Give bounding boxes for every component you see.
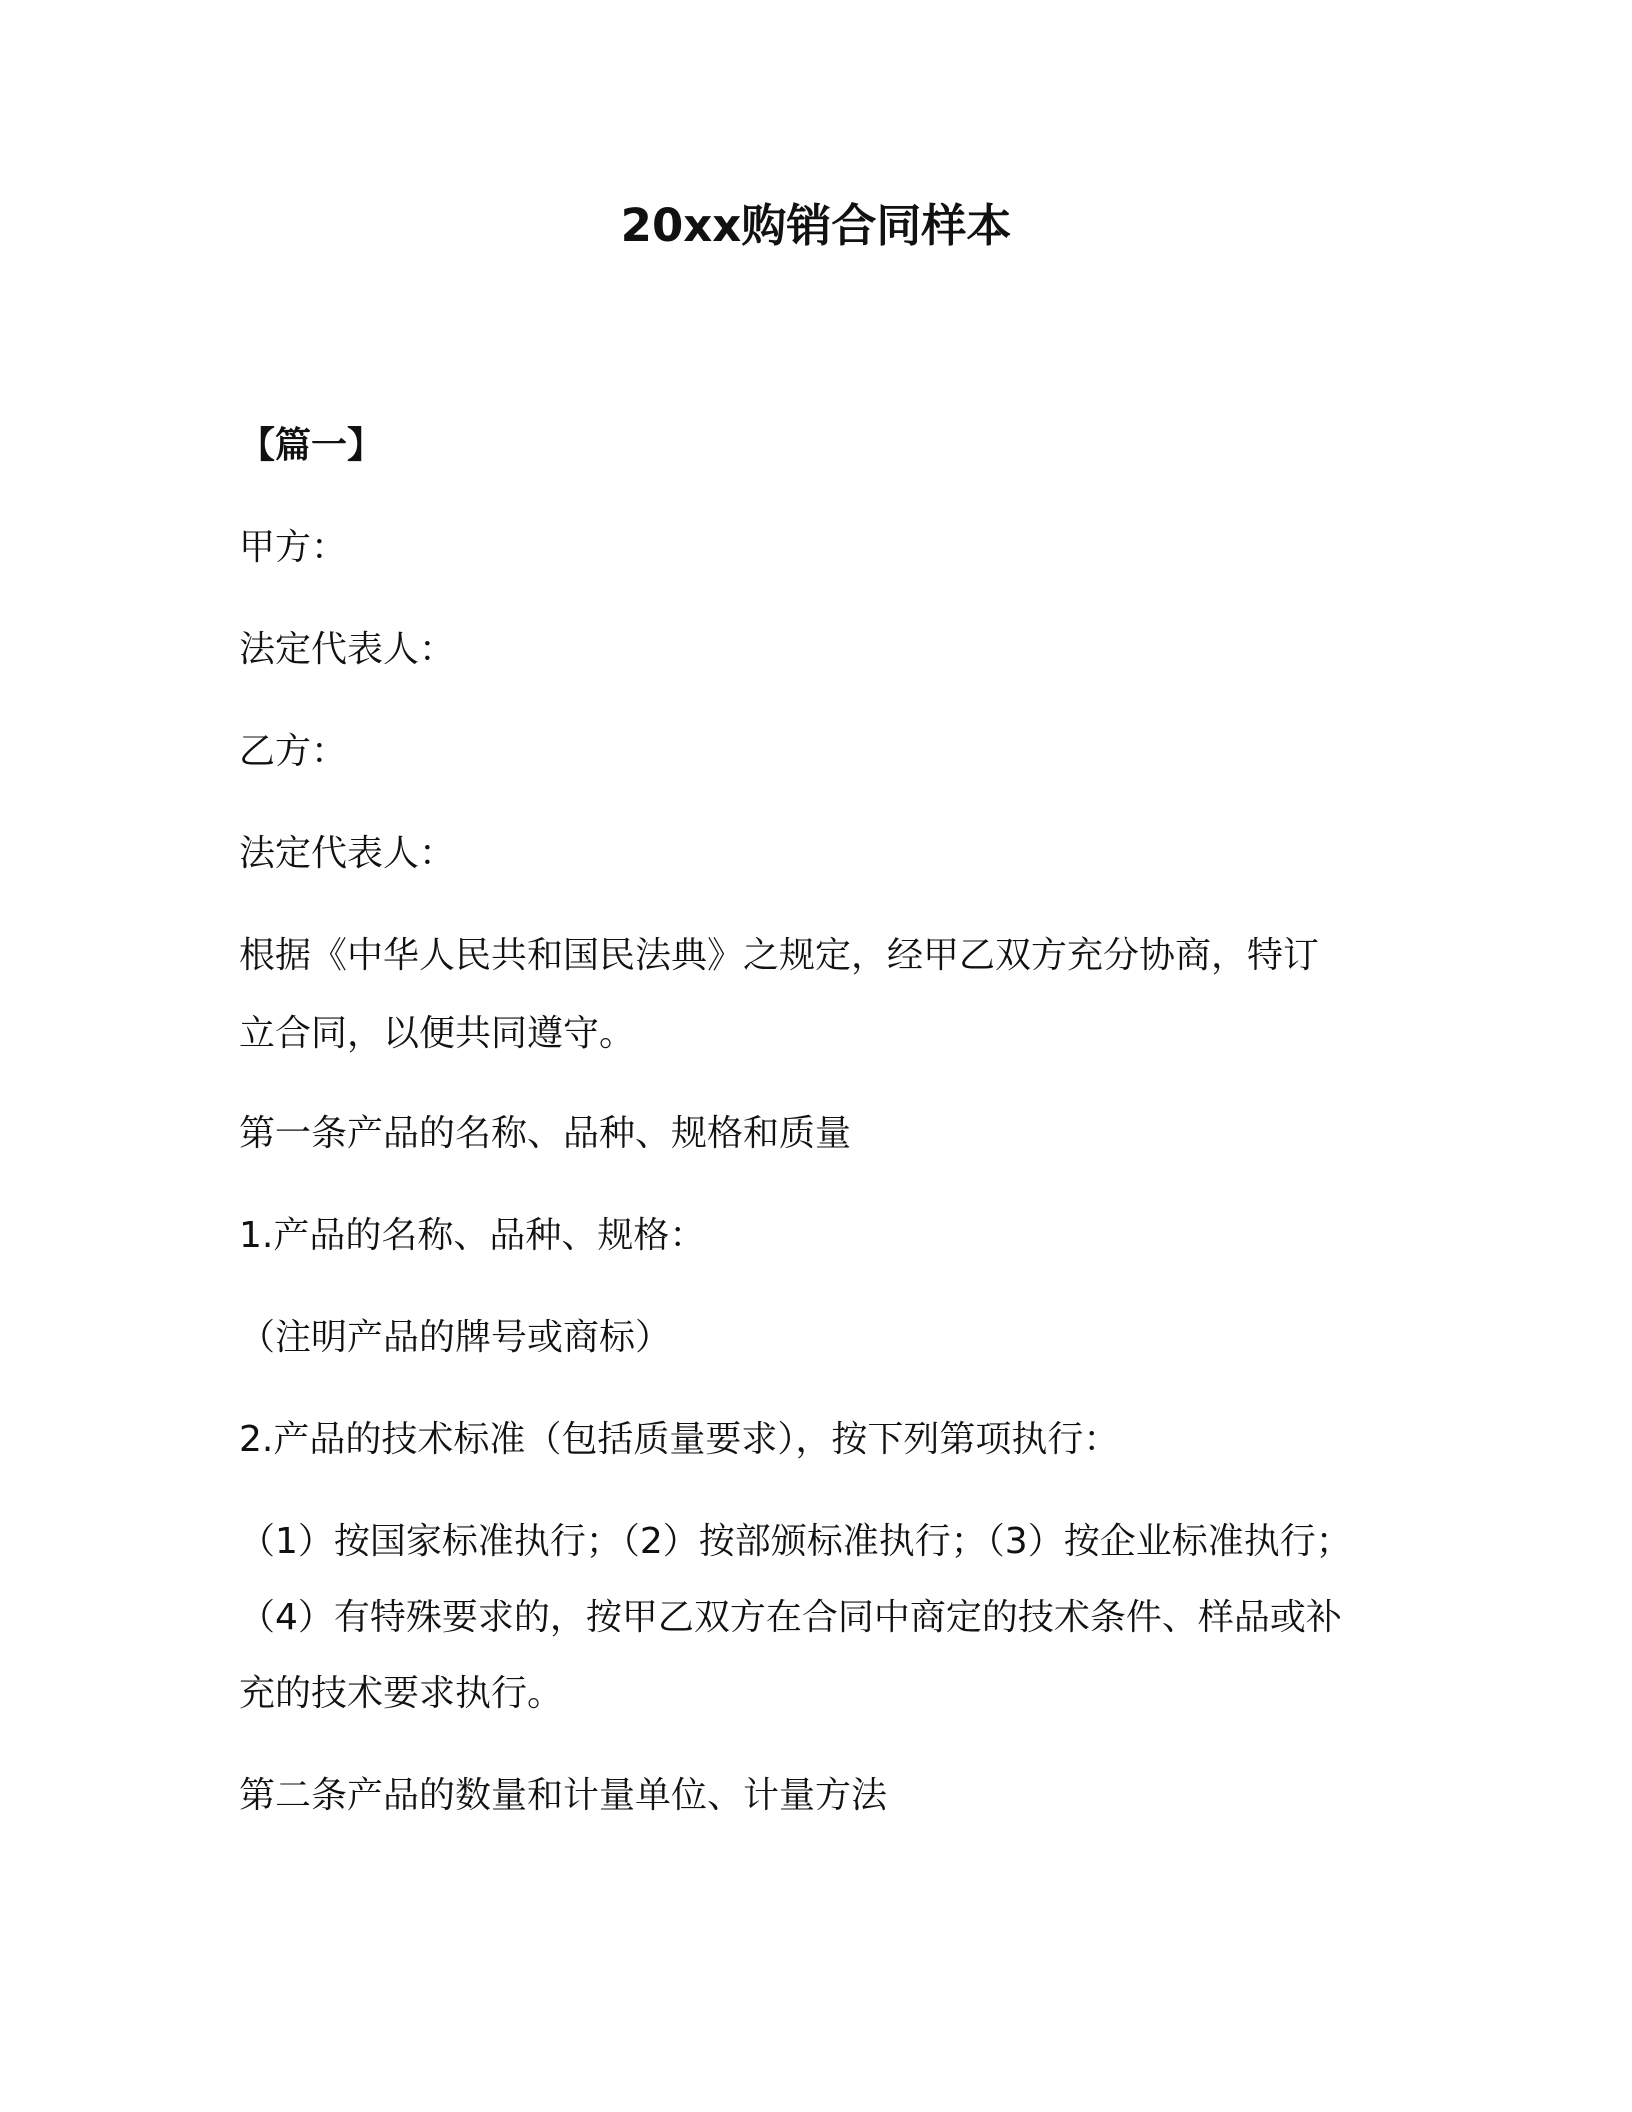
article-1-heading: 第一条产品的名称、品种、规格和质量: [239, 1113, 852, 1154]
party-b-label: 乙方：: [239, 731, 348, 772]
article-2-heading: 第二条产品的数量和计量单位、计量方法: [239, 1775, 888, 1816]
preamble-line-2: 立合同，以便共同遵守。: [239, 1013, 636, 1054]
article-1-standards-line-3: 充的技术要求执行。: [239, 1673, 564, 1714]
article-1-item-1-note: （注明产品的牌号或商标）: [239, 1317, 672, 1358]
party-a-representative-label: 法定代表人：: [239, 629, 456, 670]
document-title: 20xx购销合同样本: [620, 199, 1012, 252]
section-label: 【篇一】: [239, 425, 384, 466]
preamble-line-1: 根据《中华人民共和国民法典》之规定，经甲乙双方充分协商，特订: [239, 935, 1320, 976]
article-1-standards-line-2: （4）有特殊要求的，按甲乙双方在合同中商定的技术条件、样品或补: [239, 1597, 1342, 1638]
party-b-representative-label: 法定代表人：: [239, 833, 456, 874]
article-1-item-1: 1.产品的名称、品种、规格：: [239, 1215, 706, 1256]
article-1-item-2: 2.产品的技术标准（包括质量要求），按下列第项执行：: [239, 1419, 1120, 1460]
party-a-label: 甲方：: [239, 527, 348, 568]
article-1-standards-line-1: （1）按国家标准执行；（2）按部颁标准执行；（3）按企业标准执行；: [239, 1521, 1352, 1562]
